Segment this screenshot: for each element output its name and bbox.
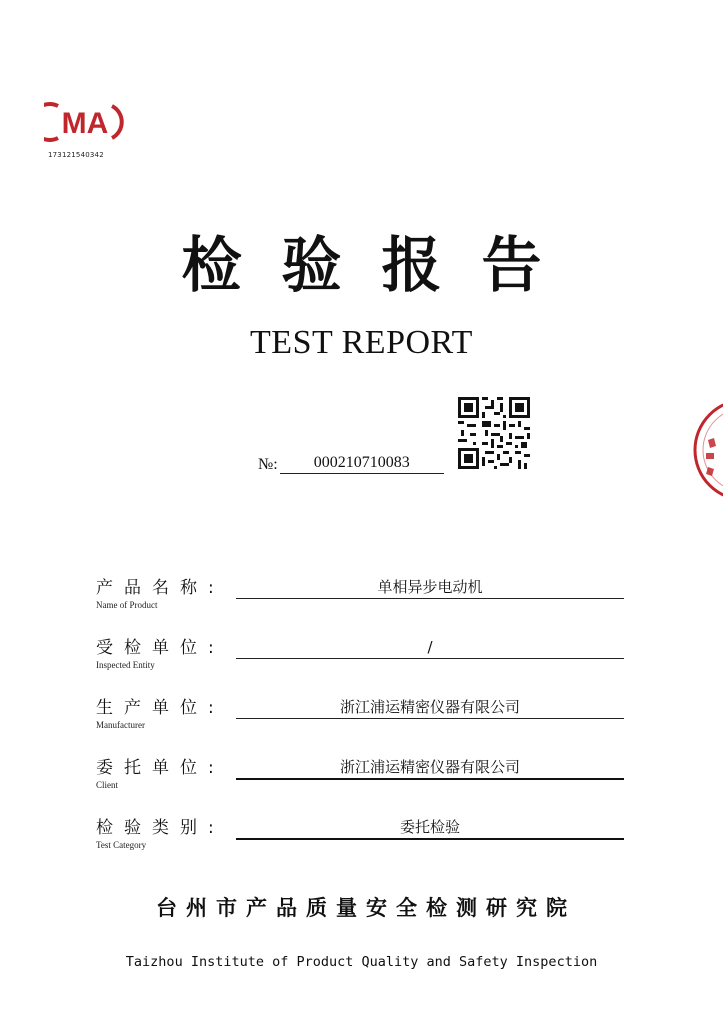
cma-logo: [44, 102, 126, 150]
field-value: 浙江浦运精密仪器有限公司: [236, 758, 624, 780]
field-label-en: Manufacturer: [96, 720, 145, 730]
field-value: 单相异步电动机: [236, 578, 624, 599]
report-title-cn: 检验报告: [181, 231, 582, 301]
field-label: 生产单位:: [96, 698, 225, 718]
report-title-en: TEST REPORT: [250, 324, 473, 361]
cma-logo-icon: [44, 102, 126, 142]
field-label: 受检单位:: [96, 638, 225, 658]
seal-stamp: [690, 395, 723, 505]
field-label: 产品名称:: [96, 578, 225, 598]
field-product-name: [96, 578, 630, 622]
field-inspected-entity: [96, 638, 630, 682]
field-manufacturer: [96, 698, 630, 742]
field-label: 委托单位:: [96, 758, 225, 778]
field-value: 浙江浦运精密仪器有限公司: [236, 698, 624, 719]
field-label-en: Test Category: [96, 840, 147, 850]
cma-number: 173121540342: [48, 151, 104, 159]
field-label: 检验类别:: [96, 818, 225, 838]
seal-stamp-icon: [690, 395, 723, 505]
field-label-en: Inspected Entity: [96, 660, 155, 670]
field-test-category: [96, 818, 630, 862]
field-value: /: [236, 638, 624, 659]
report-number-label: №:: [258, 456, 278, 473]
field-client: [96, 758, 630, 802]
institute-name-en: Taizhou Institute of Product Quality and Safety Inspection: [125, 954, 598, 970]
qr-code-icon: [458, 397, 530, 469]
field-label-en: Name of Product: [96, 600, 158, 610]
field-value: 委托检验: [236, 818, 624, 840]
institute-name-cn: 台州市产品质量安全检测研究院: [156, 896, 576, 920]
report-number: [258, 450, 444, 474]
cma-logo-text: MA: [61, 107, 109, 140]
report-number-value: 000210710083: [280, 454, 444, 474]
field-label-en: Client: [96, 780, 118, 790]
